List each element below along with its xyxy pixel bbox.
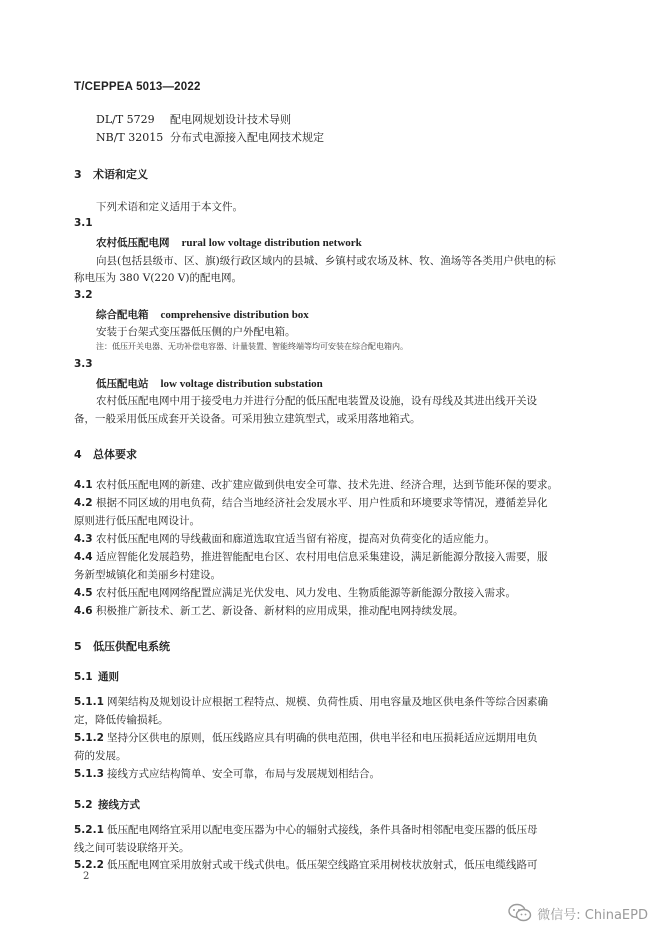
term-zh: 农村低压配电网	[96, 237, 170, 249]
standard-header: T/CEPPEA 5013—2022	[74, 81, 201, 93]
clause-text: 低压配电网络宜采用以配电变压器为中心的辐射式接线，条件具备时相邻配电变压器的低压母	[107, 824, 538, 836]
clause-text: 适应智能化发展趋势，推进智能配电台区、农村用电信息采集建设，满足新能源分散接入需要，服	[96, 551, 548, 563]
clause-continuation: 定，降低传输损耗。	[74, 714, 169, 726]
subsection-number: 5.1	[74, 671, 93, 683]
term-en: low voltage distribution substation	[160, 378, 323, 390]
clause	[74, 495, 548, 510]
term-number: 3.1	[74, 217, 93, 229]
term-number: 3.2	[74, 289, 93, 301]
clause-text: 网架结构及规划设计应根据工程特点、规模、负荷性质、用电容量及地区供电条件等综合因素确	[107, 696, 548, 708]
term-heading	[96, 307, 309, 322]
watermark-text: 微信号: ChinaEPD	[537, 907, 648, 923]
wechat-icon	[508, 903, 532, 923]
reference-item	[96, 129, 324, 145]
section-heading	[74, 166, 148, 182]
subsection-heading	[74, 797, 140, 812]
clause-continuation: 荷的发展。	[74, 750, 127, 762]
clause-text: 根据不同区域的用电负荷，结合当地经济社会发展水平、用户性质和环境要求等情况，遵循差异化	[96, 497, 548, 509]
reference-title: 配电网规划设计技术导则	[170, 113, 291, 126]
section-intro: 下列术语和定义适用于本文件。	[96, 201, 243, 213]
subsection-title: 接线方式	[98, 799, 140, 811]
clause-text: 坚持分区供电的原则，低压线路应具有明确的供电范围，供电半径和电压损耗适应远期用电负	[107, 732, 538, 744]
term-zh: 综合配电箱	[96, 309, 149, 321]
clause	[74, 766, 380, 781]
clause-continuation: 原则进行低压配电网设计。	[74, 515, 200, 527]
clause-number: 4.2	[74, 497, 93, 509]
term-definition-line: 农村低压配电网中用于接受电力并进行分配的低压配电装置及设施，设有母线及其进出线开关设	[96, 395, 537, 407]
section-number: 5	[74, 640, 82, 653]
clause-number: 5.1.3	[74, 768, 104, 780]
reference-code: NB/T 32015	[96, 131, 164, 144]
clause-text: 农村低压配电网网络配置应满足光伏发电、风力发电、生物质能源等新能源分散接入需求。	[96, 587, 516, 599]
clause	[74, 694, 548, 709]
term-definition-line: 备，一般采用低压成套开关设备。可采用独立建筑型式，或采用落地箱式。	[74, 413, 421, 425]
section-title: 术语和定义	[93, 168, 148, 181]
clause-text: 积极推广新技术、新工艺、新设备、新材料的应用成果，推动配电网持续发展。	[96, 605, 464, 617]
clause-continuation: 务新型城镇化和美丽乡村建设。	[74, 569, 221, 581]
subsection-heading	[74, 669, 119, 684]
subsection-title: 通则	[98, 671, 119, 683]
clause-number: 5.1.1	[74, 696, 104, 708]
clause-number: 4.5	[74, 587, 93, 599]
clause-number: 4.6	[74, 605, 93, 617]
clause	[74, 857, 538, 872]
clause-number: 5.1.2	[74, 732, 104, 744]
section-number: 3	[74, 168, 82, 181]
section-heading	[74, 638, 170, 654]
term-heading	[96, 235, 362, 250]
term-definition-line: 安装于台架式变压器低压侧的户外配电箱。	[96, 326, 296, 338]
clause-text: 农村低压配电网的新建、改扩建应做到供电安全可靠、技术先进、经济合理，达到节能环保的要求。	[96, 479, 558, 491]
page-number: 2	[83, 871, 90, 882]
reference-title: 分布式电源接入配电网技术规定	[170, 131, 324, 144]
clause	[74, 531, 495, 546]
section-title: 总体要求	[93, 448, 137, 461]
clause-number: 4.3	[74, 533, 93, 545]
clause-text: 农村低压配电网的导线截面和廊道选取宜适当留有裕度，提高对负荷变化的适应能力。	[96, 533, 495, 545]
clause-number: 4.4	[74, 551, 93, 563]
term-zh: 低压配电站	[96, 378, 149, 390]
term-heading	[96, 376, 323, 391]
section-title: 低压供配电系统	[93, 640, 170, 653]
clause-text: 低压配电网宜采用放射式或干线式供电。低压架空线路宜采用树枝状放射式，低压电缆线路可	[107, 859, 538, 871]
section-number: 4	[74, 448, 82, 461]
clause-number: 5.2.1	[74, 824, 104, 836]
reference-code: DL/T 5729	[96, 113, 155, 126]
clause	[74, 730, 538, 745]
clause	[74, 603, 464, 618]
term-en: comprehensive distribution box	[160, 309, 309, 321]
clause	[74, 549, 548, 564]
term-note: 注：低压开关电器、无功补偿电容器、计量装置、智能终端等均可安装在综合配电箱内。	[96, 342, 408, 351]
term-number: 3.3	[74, 358, 93, 370]
watermark	[508, 903, 648, 923]
reference-item	[96, 111, 291, 127]
clause-number: 4.1	[74, 479, 93, 491]
term-en: rural low voltage distribution network	[181, 237, 362, 249]
clause	[74, 822, 538, 837]
term-definition-line: 称电压为 380 V(220 V)的配电网。	[74, 272, 242, 284]
clause	[74, 585, 516, 600]
section-heading	[74, 446, 137, 462]
subsection-number: 5.2	[74, 799, 93, 811]
clause-number: 5.2.2	[74, 859, 104, 871]
clause	[74, 477, 558, 492]
clause-continuation: 线之间可装设联络开关。	[74, 842, 190, 854]
clause-text: 接线方式应结构简单、安全可靠，布局与发展规划相结合。	[107, 768, 380, 780]
term-definition-line: 向县(包括县级市、区、旗)级行政区域内的县城、乡镇村或农场及林、牧、渔场等各类用户供电的标	[96, 255, 556, 267]
